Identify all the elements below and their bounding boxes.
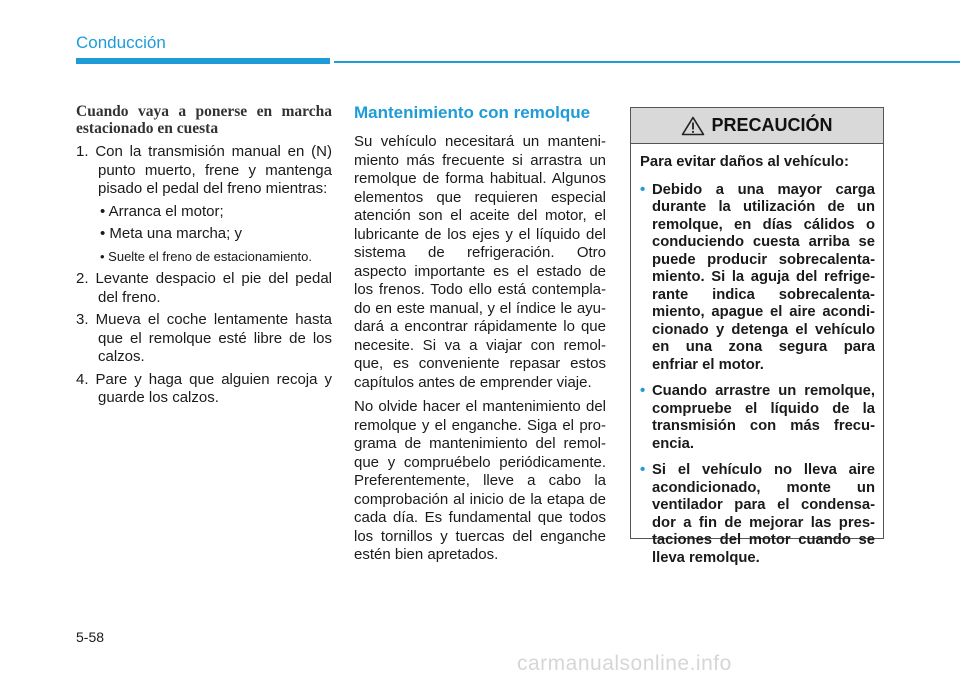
caution-item	[640, 182, 875, 375]
header-rule-thick	[76, 58, 330, 64]
left-heading: Cuando vaya a ponerse en marcha estacionado en cuesta	[76, 103, 332, 137]
left-column	[76, 103, 332, 412]
bullet-dot: •	[640, 181, 646, 198]
sub-item: • Meta una marcha; y	[100, 225, 242, 242]
steps-list	[76, 143, 332, 408]
caution-item-text: Cuando arrastre un remolque, compruebe el líquido de la transmisión con más frecu-encia.	[652, 383, 875, 452]
step-item: 2. Levante despacio el pie del pedal del freno.	[76, 270, 332, 306]
caution-header	[631, 108, 883, 144]
sub-item: • Suelte el freno de estacionamiento.	[100, 248, 312, 264]
middle-column	[354, 103, 606, 571]
header-rule-thin	[334, 61, 960, 63]
watermark: carmanualsonline.info	[517, 652, 732, 675]
page-number: 5-58	[76, 629, 105, 645]
caution-title: PRECAUCIÓN	[711, 115, 833, 135]
bullet-dot: •	[640, 383, 646, 399]
caution-item-text: Si el vehículo no lleva aire acondicionado, monte un ventilador para el condensa-dor a fin de mejorar las pres-taciones del motor cuando se lleva remolque.	[652, 462, 875, 566]
warning-triangle-icon	[681, 116, 705, 136]
paragraph: Su vehículo necesitará un manteni-miento más frecuente si arrastra un remolque de forma habitual. Algunos elementos que requieren especial atención son el aceite del motor, el lubricante de los ejes y el líquido del sistema de refrigeración. Otro aspecto importante es el estado de los frenos. Todo ello está contempla-do en este manual, y el índice le ayu-dará a encontrar rápidamente lo que necesite. Si va a viajar con remol-que, es conveniente repasar estos capítulos antes de emprender viaje.	[354, 133, 606, 391]
caution-intro: Para evitar daños al vehículo:	[640, 154, 849, 170]
section-title: Mantenimiento con remolque	[354, 103, 591, 122]
sub-list	[98, 203, 332, 267]
caution-list	[640, 182, 875, 568]
sub-item: • Arranca el motor;	[100, 202, 224, 220]
bullet-dot: •	[640, 462, 646, 478]
caution-item-text: Debido a una mayor carga durante la utilización de un remolque, en días cálidos o conduciendo cuesta arriba se puede producir sobrecalenta-miento. Si la aguja del refrige-rante indica sobrecalenta-miento, apague el aire acondi-cionado y detenga el vehículo en una zona segura para enfriar el motor.	[652, 181, 875, 373]
step-item	[76, 143, 332, 266]
caution-item	[640, 462, 875, 567]
step-item: 3. Mueva el coche lentamente hasta que el remolque esté libre de los calzos.	[76, 311, 332, 365]
paragraph: No olvide hacer el mantenimiento del remolque y el enganche. Siga el pro-grama de mantenimiento del remol-que y compruébelo periódicamente. Preferentemente, lleve a cabo la comprobación al inicio de la etapa de cada día. Es fundamental que todos los tornillos y tuercas del enganche estén bien apretados.	[354, 398, 606, 563]
caution-box	[630, 107, 884, 566]
section-header-title: Conducción	[76, 33, 166, 52]
step-item: 4. Pare y haga que alguien recoja y guarde los calzos.	[76, 370, 332, 406]
caution-body	[631, 144, 883, 567]
caution-item	[640, 383, 875, 453]
step-text: 1. Con la transmisión manual en (N) punto muerto, frene y mantenga pisado el pedal del freno mientras:	[76, 143, 332, 197]
